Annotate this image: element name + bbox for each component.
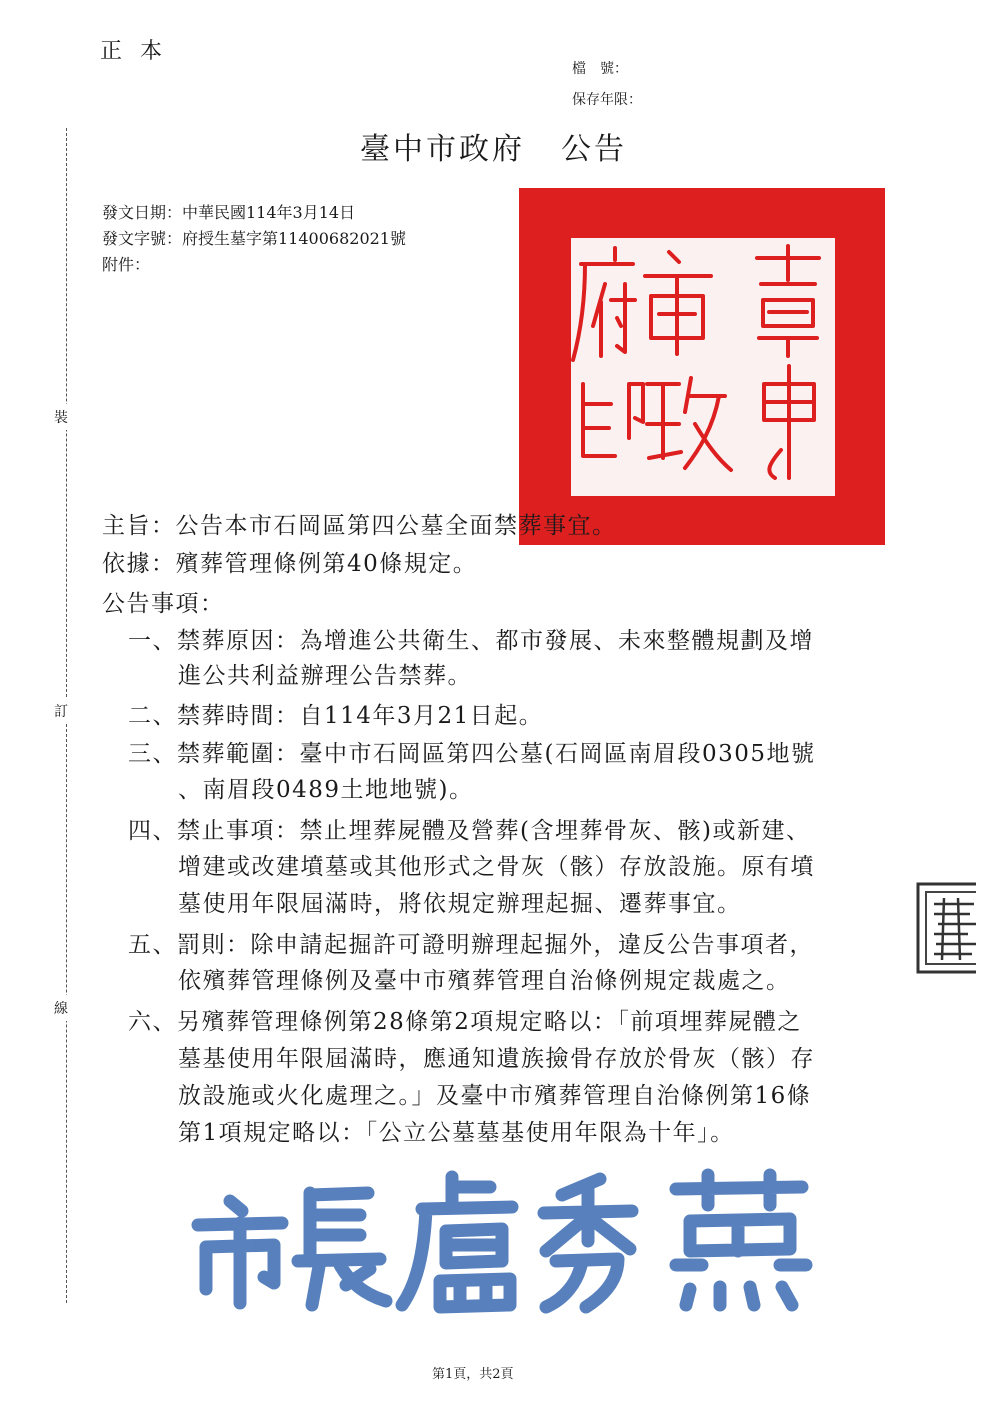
attachment-label: 附件： xyxy=(102,255,151,274)
bind-char-2: 訂 xyxy=(54,698,68,724)
official-seal xyxy=(519,188,885,545)
item-4-line-3: 墓使用年限屆滿時，將依規定辦理起掘、遷葬事宜。 xyxy=(178,891,742,917)
subject-line: 主旨：公告本市石岡區第四公墓全面禁葬事宜。 xyxy=(102,513,617,539)
side-stamp-mark xyxy=(912,880,976,976)
item-1-line-2: 進公共利益辦理公告禁葬。 xyxy=(178,663,472,689)
bind-char-3: 線 xyxy=(54,995,68,1021)
retention-label: 保存年限： xyxy=(572,92,642,108)
basis-line: 依據：殯葬管理條例第40條規定。 xyxy=(102,551,478,577)
seal-script-glyphs xyxy=(519,188,885,545)
file-number-line xyxy=(572,58,628,78)
item-6-line-4: 第1項規定略以：「公立公墓墓基使用年限為十年」。 xyxy=(178,1120,735,1146)
item-6-line-3: 放設施或火化處理之。」及臺中市殯葬管理自治條例第16條 xyxy=(178,1083,812,1109)
item-4-line-1: 四、禁止事項：禁止埋葬屍體及營葬(含埋葬骨灰、骸)或新建、 xyxy=(128,818,811,844)
announcement-items-heading: 公告事項： xyxy=(102,591,225,617)
issue-date: 發文日期：中華民國114年3月14日 xyxy=(102,203,356,222)
bind-char-1: 裝 xyxy=(54,404,68,430)
item-5-line-2: 依殯葬管理條例及臺中市殯葬管理自治條例規定裁處之。 xyxy=(178,968,791,994)
file-number-label: 檔 號： xyxy=(572,61,628,77)
item-6-line-1: 六、另殯葬管理條例第28條第2項規定略以：「前項埋葬屍體之 xyxy=(128,1009,802,1035)
document-type: 公告 xyxy=(561,132,627,167)
item-3-line-1: 三、禁葬範圍：臺中市石岡區第四公墓(石岡區南眉段0305地號 xyxy=(128,741,816,767)
item-3-line-2: 、南眉段0489土地地號)。 xyxy=(178,777,474,803)
item-1-line-1: 一、禁葬原因：為增進公共衛生、都市發展、未來整體規劃及增 xyxy=(128,628,814,654)
page-title xyxy=(360,124,627,168)
item-5-line-1: 五、罰則：除申請起掘許可證明辦理起掘外，違反公告事項者， xyxy=(128,932,814,958)
issuer-name: 臺中市政府 xyxy=(360,132,525,167)
page-number: 第1頁，共2頁 xyxy=(432,1367,514,1382)
retention-line xyxy=(572,89,642,109)
item-2-line-1: 二、禁葬時間：自114年3月21日起。 xyxy=(128,703,544,729)
copy-mark: 正本 xyxy=(100,39,181,64)
signature-brush-glyphs xyxy=(190,1165,850,1315)
side-stamp xyxy=(912,880,976,976)
mayor-signature-stamp xyxy=(190,1165,850,1315)
reference-number: 發文字號：府授生墓字第11400682021號 xyxy=(102,229,406,248)
item-4-line-2: 增建或改建墳墓或其他形式之骨灰（骸）存放設施。原有墳 xyxy=(178,854,815,880)
item-6-line-2: 墓基使用年限屆滿時，應通知遺族撿骨存放於骨灰（骸）存 xyxy=(178,1046,815,1072)
